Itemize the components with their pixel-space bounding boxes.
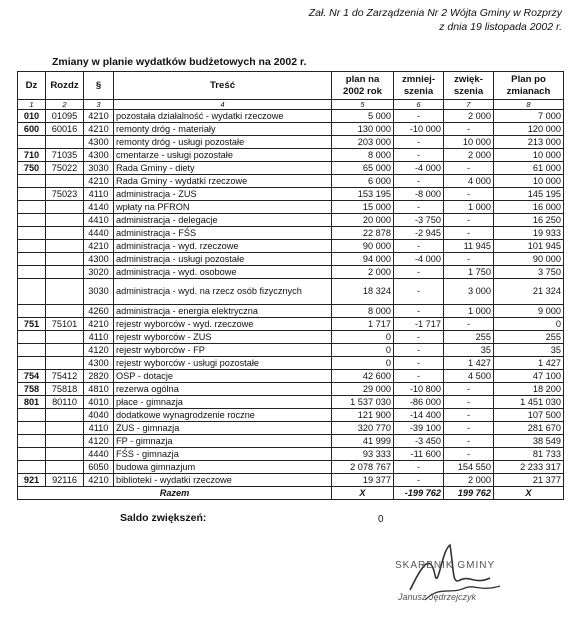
cell-zmniejszenia: -3 450 xyxy=(394,435,444,448)
cell-plan: 0 xyxy=(332,357,394,370)
saldo-label: Saldo zwiększeń: xyxy=(120,512,207,524)
cell-plan-po: 47 100 xyxy=(494,370,564,383)
cell-zwiekszenia: 154 550 xyxy=(444,461,494,474)
cell-dz xyxy=(18,188,46,201)
table-row xyxy=(18,461,564,474)
cell-plan: 1 537 030 xyxy=(332,396,394,409)
cell-zwiekszenia: - xyxy=(444,448,494,461)
cell-rozdz: 75818 xyxy=(46,383,84,396)
cell-paragraph: 6050 xyxy=(84,461,114,474)
cell-plan: 29 000 xyxy=(332,383,394,396)
cell-zwiekszenia: - xyxy=(444,435,494,448)
cell-rozdz xyxy=(46,344,84,357)
cell-tresc: rezerwa ogólna xyxy=(114,383,332,396)
cell-plan-po: 255 xyxy=(494,331,564,344)
cell-plan: 41 999 xyxy=(332,435,394,448)
cell-zwiekszenia: 1 750 xyxy=(444,266,494,279)
col-zwiekszenia: zwięk-szenia xyxy=(444,72,494,100)
col-plan: plan na 2002 rok xyxy=(332,72,394,100)
cell-plan-po: 101 945 xyxy=(494,240,564,253)
cell-zmniejszenia: - xyxy=(394,201,444,214)
table-row xyxy=(18,448,564,461)
cell-zwiekszenia: 35 xyxy=(444,344,494,357)
cell-rozdz xyxy=(46,305,84,318)
cell-paragraph: 4110 xyxy=(84,422,114,435)
cell-zwiekszenia: - xyxy=(444,318,494,331)
cell-zmniejszenia: -14 400 xyxy=(394,409,444,422)
cell-tresc: ZUS - gimnazja xyxy=(114,422,332,435)
cell-zwiekszenia: 4 500 xyxy=(444,370,494,383)
col-number: 3 xyxy=(84,100,114,110)
cell-plan-po: 107 500 xyxy=(494,409,564,422)
cell-rozdz xyxy=(46,357,84,370)
table-row xyxy=(18,240,564,253)
cell-zwiekszenia: - xyxy=(444,188,494,201)
cell-paragraph: 4260 xyxy=(84,305,114,318)
cell-dz xyxy=(18,279,46,305)
cell-zmniejszenia: -3 750 xyxy=(394,214,444,227)
table-body xyxy=(18,110,564,487)
cell-plan: 65 000 xyxy=(332,162,394,175)
cell-zmniejszenia: -4 000 xyxy=(394,253,444,266)
total-row xyxy=(18,487,564,500)
cell-zmniejszenia: - xyxy=(394,175,444,188)
cell-tresc: administracja - usługi pozostałe xyxy=(114,253,332,266)
total-plan: X xyxy=(332,487,394,500)
cell-tresc: FP - gimnazja xyxy=(114,435,332,448)
cell-dz xyxy=(18,357,46,370)
cell-plan-po: 35 xyxy=(494,344,564,357)
cell-plan: 153 195 xyxy=(332,188,394,201)
cell-paragraph: 4110 xyxy=(84,331,114,344)
table-row xyxy=(18,201,564,214)
col-number: 8 xyxy=(494,100,564,110)
cell-dz xyxy=(18,227,46,240)
cell-rozdz: 92116 xyxy=(46,474,84,487)
cell-plan: 8 000 xyxy=(332,305,394,318)
cell-paragraph: 4440 xyxy=(84,448,114,461)
cell-rozdz: 75023 xyxy=(46,188,84,201)
table-row xyxy=(18,344,564,357)
cell-dz xyxy=(18,435,46,448)
cell-plan-po: 2 233 317 xyxy=(494,461,564,474)
cell-zmniejszenia: -4 000 xyxy=(394,162,444,175)
header-line-2: z dnia 19 listopada 2002 r. xyxy=(439,21,562,33)
cell-rozdz: 80110 xyxy=(46,396,84,409)
cell-tresc: administracja - energia elektryczna xyxy=(114,305,332,318)
cell-zmniejszenia: - xyxy=(394,240,444,253)
cell-plan: 2 000 xyxy=(332,266,394,279)
cell-tresc: remonty dróg - materiały xyxy=(114,123,332,136)
saldo-value: 0 xyxy=(378,514,384,525)
cell-plan-po: 21 377 xyxy=(494,474,564,487)
cell-paragraph: 4300 xyxy=(84,357,114,370)
cell-rozdz xyxy=(46,279,84,305)
cell-plan: 15 000 xyxy=(332,201,394,214)
cell-paragraph: 4210 xyxy=(84,175,114,188)
cell-tresc: rejestr wyborców - ZUS xyxy=(114,331,332,344)
cell-dz xyxy=(18,253,46,266)
cell-tresc: remonty dróg - usługi pozostałe xyxy=(114,136,332,149)
table-row xyxy=(18,266,564,279)
cell-zwiekszenia: 1 000 xyxy=(444,201,494,214)
cell-plan-po: 7 000 xyxy=(494,110,564,123)
header-line-1: Zał. Nr 1 do Zarządzenia Nr 2 Wójta Gminy w Rozprzy xyxy=(308,7,562,19)
cell-paragraph: 4210 xyxy=(84,318,114,331)
cell-tresc: rejestr wyborców - wyd. rzeczowe xyxy=(114,318,332,331)
cell-zwiekszenia: - xyxy=(444,422,494,435)
cell-plan-po: 61 000 xyxy=(494,162,564,175)
cell-dz xyxy=(18,136,46,149)
col-zmniejszenia: zmniej-szenia xyxy=(394,72,444,100)
cell-plan-po: 90 000 xyxy=(494,253,564,266)
cell-zwiekszenia: 4 000 xyxy=(444,175,494,188)
col-number: 7 xyxy=(444,100,494,110)
table-row xyxy=(18,253,564,266)
cell-tresc: cmentarze - usługi pozostałe xyxy=(114,149,332,162)
col-number: 2 xyxy=(46,100,84,110)
table-row xyxy=(18,409,564,422)
cell-zmniejszenia: - xyxy=(394,136,444,149)
cell-zmniejszenia: - xyxy=(394,357,444,370)
cell-rozdz xyxy=(46,175,84,188)
cell-zwiekszenia: 1 000 xyxy=(444,305,494,318)
cell-rozdz xyxy=(46,409,84,422)
cell-zwiekszenia: 2 000 xyxy=(444,474,494,487)
cell-tresc: FŚS - gimnazja xyxy=(114,448,332,461)
cell-plan-po: 19 933 xyxy=(494,227,564,240)
cell-plan: 18 324 xyxy=(332,279,394,305)
cell-dz xyxy=(18,214,46,227)
cell-rozdz xyxy=(46,227,84,240)
cell-zmniejszenia: - xyxy=(394,305,444,318)
cell-rozdz xyxy=(46,201,84,214)
cell-rozdz xyxy=(46,266,84,279)
cell-tresc: płace - gimnazja xyxy=(114,396,332,409)
cell-plan-po: 3 750 xyxy=(494,266,564,279)
cell-plan: 2 078 767 xyxy=(332,461,394,474)
table-row xyxy=(18,214,564,227)
cell-zmniejszenia: -10 800 xyxy=(394,383,444,396)
cell-rozdz xyxy=(46,214,84,227)
cell-plan-po: 120 000 xyxy=(494,123,564,136)
column-number-row xyxy=(18,100,564,110)
cell-zmniejszenia: - xyxy=(394,331,444,344)
cell-plan-po: 18 200 xyxy=(494,383,564,396)
table-row xyxy=(18,123,564,136)
cell-dz xyxy=(18,409,46,422)
cell-zmniejszenia: -86 000 xyxy=(394,396,444,409)
table-row xyxy=(18,357,564,370)
cell-zmniejszenia: -39 100 xyxy=(394,422,444,435)
cell-dz xyxy=(18,461,46,474)
cell-plan-po: 0 xyxy=(494,318,564,331)
cell-zmniejszenia: -10 000 xyxy=(394,123,444,136)
cell-zmniejszenia: -11 600 xyxy=(394,448,444,461)
cell-tresc: pozostała działalność - wydatki rzeczowe xyxy=(114,110,332,123)
cell-dz xyxy=(18,448,46,461)
cell-zmniejszenia: -1 717 xyxy=(394,318,444,331)
cell-zwiekszenia: 3 000 xyxy=(444,279,494,305)
cell-zmniejszenia: - xyxy=(394,279,444,305)
cell-dz xyxy=(18,344,46,357)
table-row xyxy=(18,331,564,344)
cell-tresc: wpłaty na PFRON xyxy=(114,201,332,214)
col-paragraph: § xyxy=(84,72,114,100)
cell-plan-po: 281 670 xyxy=(494,422,564,435)
cell-plan: 19 377 xyxy=(332,474,394,487)
cell-zwiekszenia: - xyxy=(444,214,494,227)
cell-plan: 8 000 xyxy=(332,149,394,162)
cell-rozdz: 60016 xyxy=(46,123,84,136)
cell-dz xyxy=(18,175,46,188)
document-title: Zmiany w planie wydatków budżetowych na 2002 r. xyxy=(52,56,307,68)
cell-zwiekszenia: 255 xyxy=(444,331,494,344)
cell-zwiekszenia: - xyxy=(444,227,494,240)
cell-zwiekszenia: - xyxy=(444,123,494,136)
cell-paragraph: 4410 xyxy=(84,214,114,227)
cell-zmniejszenia: - xyxy=(394,370,444,383)
cell-paragraph: 4440 xyxy=(84,227,114,240)
cell-dz xyxy=(18,422,46,435)
cell-rozdz xyxy=(46,331,84,344)
cell-dz xyxy=(18,305,46,318)
cell-paragraph: 4300 xyxy=(84,149,114,162)
cell-zwiekszenia: 10 000 xyxy=(444,136,494,149)
cell-dz: 750 xyxy=(18,162,46,175)
cell-zmniejszenia: -2 945 xyxy=(394,227,444,240)
cell-plan-po: 10 000 xyxy=(494,149,564,162)
cell-plan-po: 1 451 030 xyxy=(494,396,564,409)
cell-rozdz: 01095 xyxy=(46,110,84,123)
cell-rozdz xyxy=(46,461,84,474)
cell-paragraph: 3020 xyxy=(84,266,114,279)
cell-tresc: Rada Gminy - wydatki rzeczowe xyxy=(114,175,332,188)
cell-paragraph: 4300 xyxy=(84,136,114,149)
total-zwiekszenia: 199 762 xyxy=(444,487,494,500)
total-zmniejszenia: -199 762 xyxy=(394,487,444,500)
cell-plan: 130 000 xyxy=(332,123,394,136)
cell-dz xyxy=(18,240,46,253)
cell-dz: 921 xyxy=(18,474,46,487)
cell-tresc: administracja - wyd. na rzecz osób fizycznych xyxy=(114,279,332,305)
cell-paragraph: 4300 xyxy=(84,253,114,266)
cell-zmniejszenia: -8 000 xyxy=(394,188,444,201)
cell-rozdz xyxy=(46,435,84,448)
cell-rozdz xyxy=(46,240,84,253)
cell-plan-po: 145 195 xyxy=(494,188,564,201)
col-number: 5 xyxy=(332,100,394,110)
table-row xyxy=(18,435,564,448)
cell-plan: 94 000 xyxy=(332,253,394,266)
cell-paragraph: 4120 xyxy=(84,435,114,448)
cell-paragraph: 4140 xyxy=(84,201,114,214)
cell-rozdz xyxy=(46,448,84,461)
cell-plan: 320 770 xyxy=(332,422,394,435)
cell-paragraph: 4210 xyxy=(84,474,114,487)
total-plan-po: X xyxy=(494,487,564,500)
cell-plan: 6 000 xyxy=(332,175,394,188)
col-number: 6 xyxy=(394,100,444,110)
cell-paragraph: 4040 xyxy=(84,409,114,422)
table-row xyxy=(18,279,564,305)
cell-rozdz: 71035 xyxy=(46,149,84,162)
col-plan-po-zmianach: Plan po zmianach xyxy=(494,72,564,100)
cell-plan-po: 21 324 xyxy=(494,279,564,305)
cell-tresc: administracja - wyd. osobowe xyxy=(114,266,332,279)
cell-dz: 801 xyxy=(18,396,46,409)
cell-plan-po: 16 000 xyxy=(494,201,564,214)
cell-rozdz: 75101 xyxy=(46,318,84,331)
cell-zmniejszenia: - xyxy=(394,474,444,487)
cell-tresc: rejestr wyborców - usługi pozostałe xyxy=(114,357,332,370)
col-tresc: Treść xyxy=(114,72,332,100)
cell-paragraph: 3030 xyxy=(84,279,114,305)
table-row xyxy=(18,318,564,331)
cell-plan-po: 16 250 xyxy=(494,214,564,227)
stamp-name: Janusz Jędrzejczyk xyxy=(398,592,477,602)
cell-rozdz: 75022 xyxy=(46,162,84,175)
cell-zwiekszenia: 2 000 xyxy=(444,110,494,123)
cell-paragraph: 3030 xyxy=(84,162,114,175)
cell-zwiekszenia: 2 000 xyxy=(444,149,494,162)
cell-tresc: dodatkowe wynagrodzenie roczne xyxy=(114,409,332,422)
cell-plan-po: 10 000 xyxy=(494,175,564,188)
cell-zwiekszenia: - xyxy=(444,253,494,266)
cell-zwiekszenia: - xyxy=(444,162,494,175)
cell-zwiekszenia: - xyxy=(444,396,494,409)
table-row xyxy=(18,162,564,175)
cell-paragraph: 4210 xyxy=(84,110,114,123)
cell-plan-po: 1 427 xyxy=(494,357,564,370)
cell-zmniejszenia: - xyxy=(394,266,444,279)
cell-plan: 121 900 xyxy=(332,409,394,422)
cell-plan: 93 333 xyxy=(332,448,394,461)
cell-rozdz xyxy=(46,136,84,149)
table-row xyxy=(18,149,564,162)
cell-plan: 90 000 xyxy=(332,240,394,253)
cell-tresc: budowa gimnazjum xyxy=(114,461,332,474)
cell-dz: 600 xyxy=(18,123,46,136)
cell-zmniejszenia: - xyxy=(394,461,444,474)
cell-tresc: biblioteki - wydatki rzeczowe xyxy=(114,474,332,487)
cell-plan: 42 600 xyxy=(332,370,394,383)
cell-paragraph: 4210 xyxy=(84,240,114,253)
cell-paragraph: 4110 xyxy=(84,188,114,201)
cell-plan: 1 717 xyxy=(332,318,394,331)
cell-plan: 5 000 xyxy=(332,110,394,123)
table-row xyxy=(18,175,564,188)
cell-plan: 20 000 xyxy=(332,214,394,227)
cell-zmniejszenia: - xyxy=(394,344,444,357)
cell-zwiekszenia: 1 427 xyxy=(444,357,494,370)
col-dz: Dz xyxy=(18,72,46,100)
table-row xyxy=(18,474,564,487)
cell-plan-po: 213 000 xyxy=(494,136,564,149)
cell-zmniejszenia: - xyxy=(394,149,444,162)
cell-dz: 751 xyxy=(18,318,46,331)
cell-dz: 758 xyxy=(18,383,46,396)
cell-tresc: administracja - wyd. rzeczowe xyxy=(114,240,332,253)
cell-dz xyxy=(18,266,46,279)
cell-dz: 754 xyxy=(18,370,46,383)
cell-rozdz xyxy=(46,253,84,266)
table-row xyxy=(18,422,564,435)
cell-plan: 0 xyxy=(332,331,394,344)
table-row xyxy=(18,370,564,383)
cell-paragraph: 4120 xyxy=(84,344,114,357)
cell-zwiekszenia: - xyxy=(444,383,494,396)
table-row xyxy=(18,188,564,201)
cell-paragraph: 4010 xyxy=(84,396,114,409)
cell-paragraph: 4810 xyxy=(84,383,114,396)
stamp-title: SKARBNIK GMINY xyxy=(395,560,496,571)
cell-rozdz: 75412 xyxy=(46,370,84,383)
total-label: Razem xyxy=(18,487,332,500)
cell-dz: 710 xyxy=(18,149,46,162)
col-rozdz: Rozdz xyxy=(46,72,84,100)
cell-plan-po: 38 549 xyxy=(494,435,564,448)
cell-tresc: administracja - ZUS xyxy=(114,188,332,201)
table-row xyxy=(18,110,564,123)
table-row xyxy=(18,305,564,318)
cell-dz xyxy=(18,331,46,344)
table-row xyxy=(18,227,564,240)
cell-tresc: OSP - dotacje xyxy=(114,370,332,383)
cell-dz xyxy=(18,201,46,214)
cell-tresc: administracja - delegacje xyxy=(114,214,332,227)
table-row xyxy=(18,136,564,149)
cell-zwiekszenia: 11 945 xyxy=(444,240,494,253)
cell-tresc: Rada Gminy - diety xyxy=(114,162,332,175)
table-row xyxy=(18,396,564,409)
cell-rozdz xyxy=(46,422,84,435)
col-number: 4 xyxy=(114,100,332,110)
col-number: 1 xyxy=(18,100,46,110)
cell-plan: 203 000 xyxy=(332,136,394,149)
cell-zwiekszenia: - xyxy=(444,409,494,422)
cell-zmniejszenia: - xyxy=(394,110,444,123)
header-row xyxy=(18,72,564,100)
cell-plan-po: 81 733 xyxy=(494,448,564,461)
table-row xyxy=(18,383,564,396)
expenditure-table xyxy=(17,71,564,500)
cell-tresc: administracja - FŚS xyxy=(114,227,332,240)
cell-paragraph: 4210 xyxy=(84,123,114,136)
cell-plan: 22 878 xyxy=(332,227,394,240)
cell-plan: 0 xyxy=(332,344,394,357)
cell-dz: 010 xyxy=(18,110,46,123)
cell-tresc: rejestr wyborców - FP xyxy=(114,344,332,357)
cell-paragraph: 2820 xyxy=(84,370,114,383)
cell-plan-po: 9 000 xyxy=(494,305,564,318)
